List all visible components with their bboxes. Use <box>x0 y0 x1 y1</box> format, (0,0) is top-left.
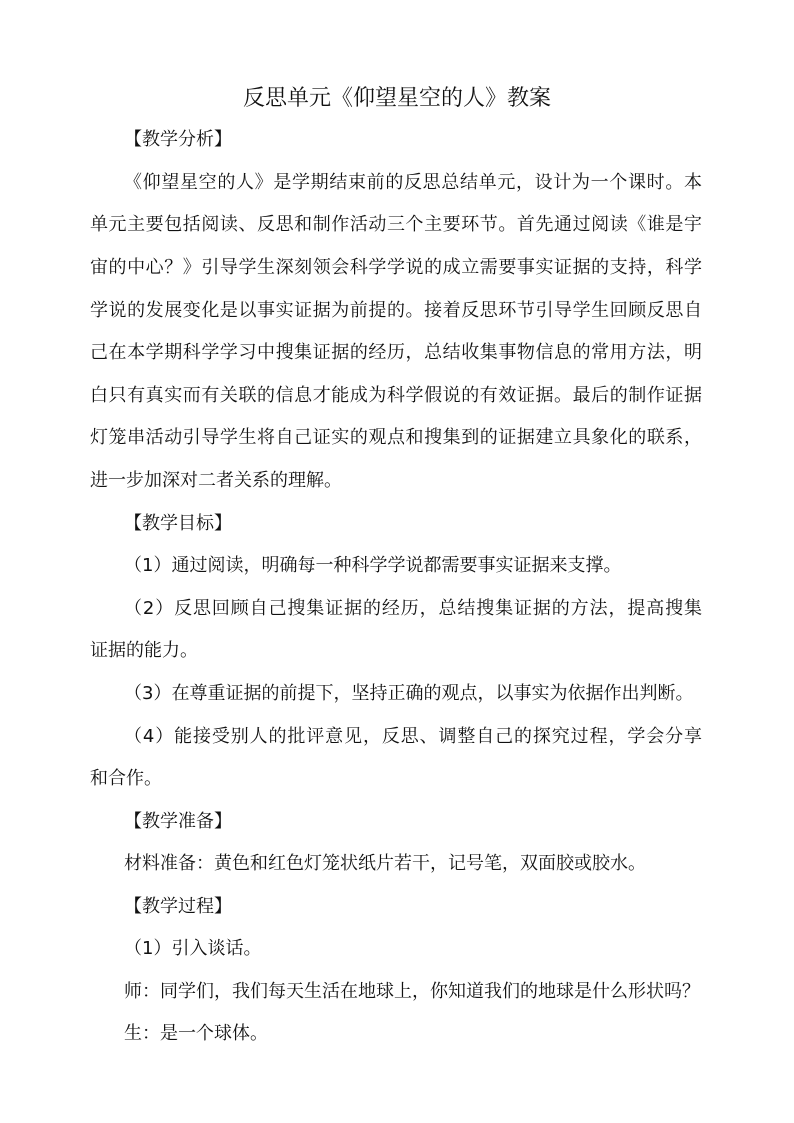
analysis-line: 《仰望星空的人》是学期结束前的反思总结单元，设计为一个课时。本 <box>124 172 702 193</box>
analysis-line: 学说的发展变化是以事实证据为前提的。接着反思环节引导学生回顾反思自 <box>90 300 702 321</box>
analysis-line: 进一步加深对二者关系的理解。 <box>90 470 342 491</box>
goal-line: 和合作。 <box>90 768 162 789</box>
section-heading-process: 【教学过程】 <box>124 896 232 917</box>
document-title: 反思单元《仰望星空的人》教案 <box>242 86 551 111</box>
analysis-line: 白只有真实而有关联的信息才能成为科学假说的有效证据。最后的制作证据 <box>90 385 702 406</box>
goal-line: （1）通过阅读，明确每一种科学学说都需要事实证据来支撑。 <box>124 555 622 576</box>
process-line: 生：是一个球体。 <box>124 1023 268 1044</box>
process-line: （1）引入谈话。 <box>124 938 262 959</box>
goal-line: （3）在尊重证据的前提下，坚持正确的观点，以事实为依据作出判断。 <box>124 683 694 704</box>
section-heading-preparation: 【教学准备】 <box>124 811 232 832</box>
process-line: 师：同学们，我们每天生活在地球上，你知道我们的地球是什么形状吗？ <box>124 981 700 1002</box>
analysis-line: 宙的中心？》引导学生深刻领会科学学说的成立需要事实证据的支持，科学 <box>90 257 702 278</box>
goal-line: （4）能接受别人的批评意见，反思、调整自己的探究过程，学会分享 <box>124 726 702 747</box>
analysis-line: 己在本学期科学学习中搜集证据的经历，总结收集事物信息的常用方法，明 <box>90 342 702 363</box>
preparation-line: 材料准备：黄色和红色灯笼状纸片若干，记号笔，双面胶或胶水。 <box>124 853 646 874</box>
section-heading-goals: 【教学目标】 <box>124 513 232 534</box>
section-heading-analysis: 【教学分析】 <box>124 129 232 150</box>
analysis-line: 灯笼串活动引导学生将自己证实的观点和搜集到的证据建立具象化的联系， <box>90 427 702 448</box>
analysis-line: 单元主要包括阅读、反思和制作活动三个主要环节。首先通过阅读《谁是宇 <box>90 214 702 235</box>
goal-line: （2）反思回顾自己搜集证据的经历，总结搜集证据的方法，提高搜集 <box>124 598 702 619</box>
goal-line: 证据的能力。 <box>90 640 198 661</box>
